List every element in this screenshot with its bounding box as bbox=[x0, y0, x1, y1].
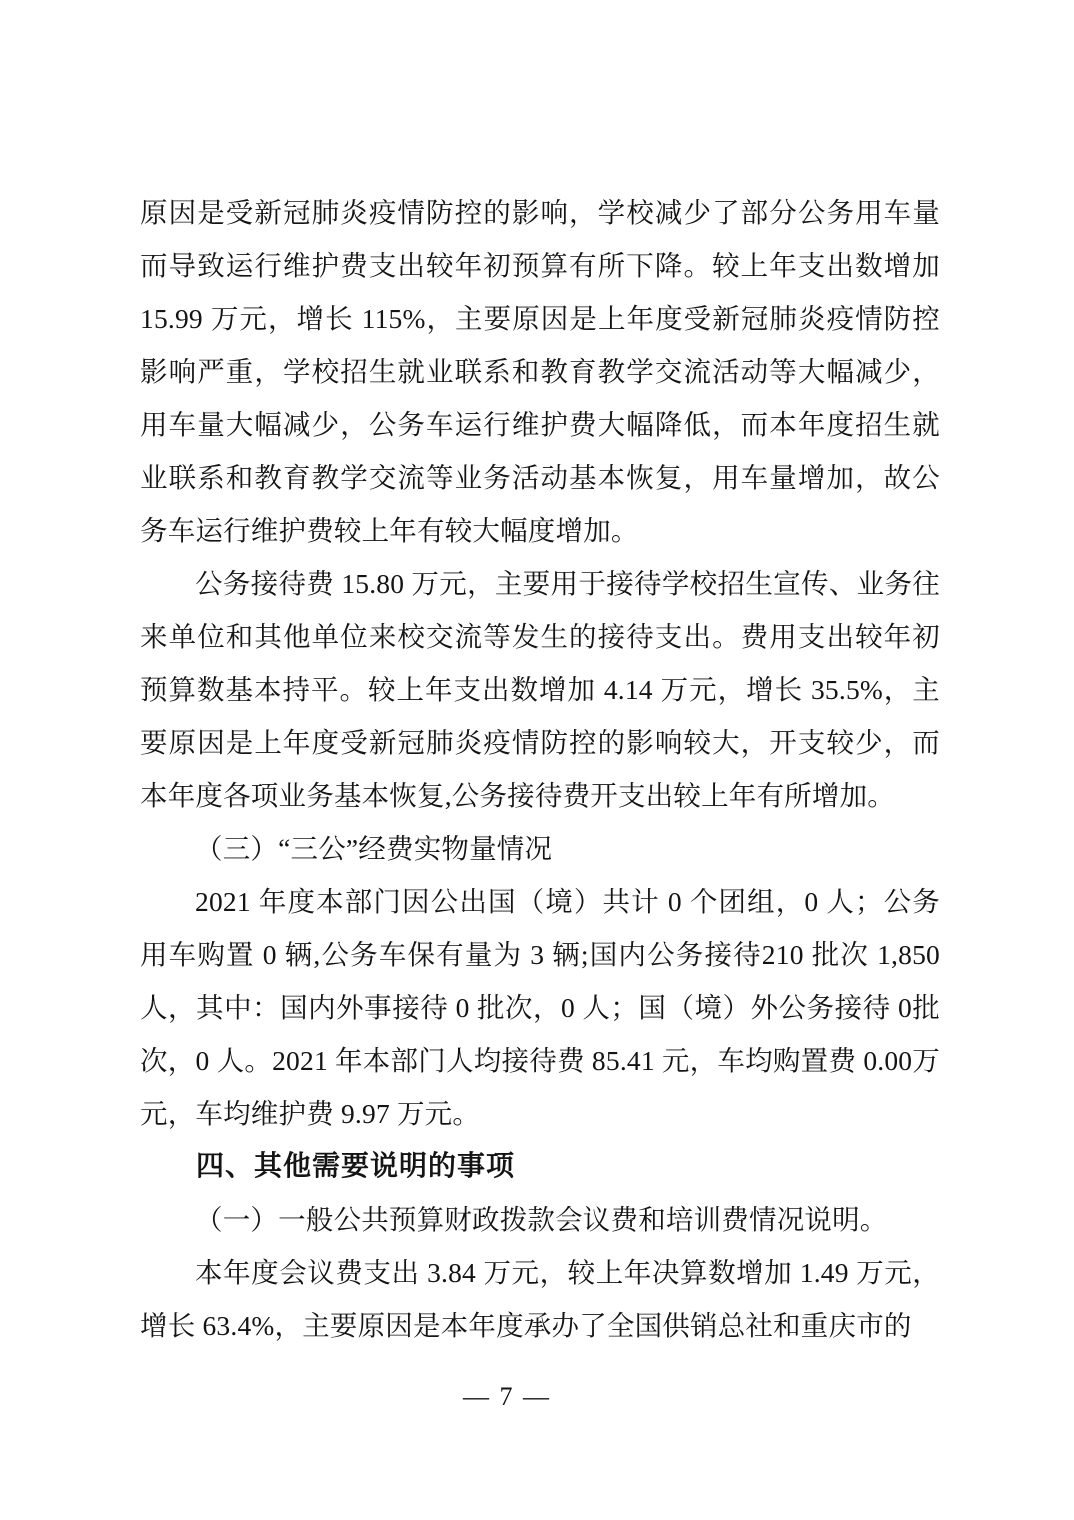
paragraph-physical-quantity: 2021 年度本部门因公出国（境）共计 0 个团组，0 人；公务用车购置 0 辆,公务车保有量为 3 辆;国内公务接待210 批次 1,850人，其中：国内外事接待 0 批次，0 人；国（境）外公务接待 0批次，0 人。2021 年本部门人均接待费 85.41 元，车均购置费 0.00万元，车均维护费 9.97 万元。 bbox=[140, 886, 940, 1129]
paragraph-section-four-heading: 四、其他需要说明的事项 bbox=[196, 1151, 516, 1182]
paragraph-subheading-one: （一）一般公共预算财政拨款会议费和培训费情况说明。 bbox=[195, 1204, 888, 1235]
paragraph-official-reception: 公务接待费 15.80 万元，主要用于接待学校招生宣传、业务往来单位和其他单位来校交流等发生的接待支出。费用支出较年初预算数基本持平。较上年支出数增加 4.14 万元，增长 35.5%，主要原因是上年度受新冠肺炎疫情防控的影响较大，开支较少，而本年度各项业务基本恢复,公务接待费开支出较上年有所增加。 bbox=[140, 568, 940, 811]
paragraph-meeting-expense: 本年度会议费支出 3.84 万元，较上年决算数增加 1.49 万元，增长 63.4%，主要原因是本年度承办了全国供销总社和重庆市的 bbox=[140, 1257, 940, 1341]
paragraph-subheading-three: （三）“三公”经费实物量情况 bbox=[195, 833, 553, 864]
page-number: — 7 — bbox=[463, 1382, 551, 1411]
paragraph-vehicle-maintenance: 原因是受新冠肺炎疫情防控的影响，学校减少了部分公务用车量而导致运行维护费支出较年初预算有所下降。较上年支出数增加15.99 万元，增长 115%，主要原因是上年度受新冠肺炎疫情防控影响严重，学校招生就业联系和教育教学交流活动等大幅减少，用车量大幅减少，公务车运行维护费大幅降低，而本年度招生就业联系和教育教学交流等业务活动基本恢复，用车量增加，故公务车运行维护费较上年有较大幅度增加。 bbox=[140, 197, 940, 546]
page-body bbox=[140, 186, 940, 1352]
